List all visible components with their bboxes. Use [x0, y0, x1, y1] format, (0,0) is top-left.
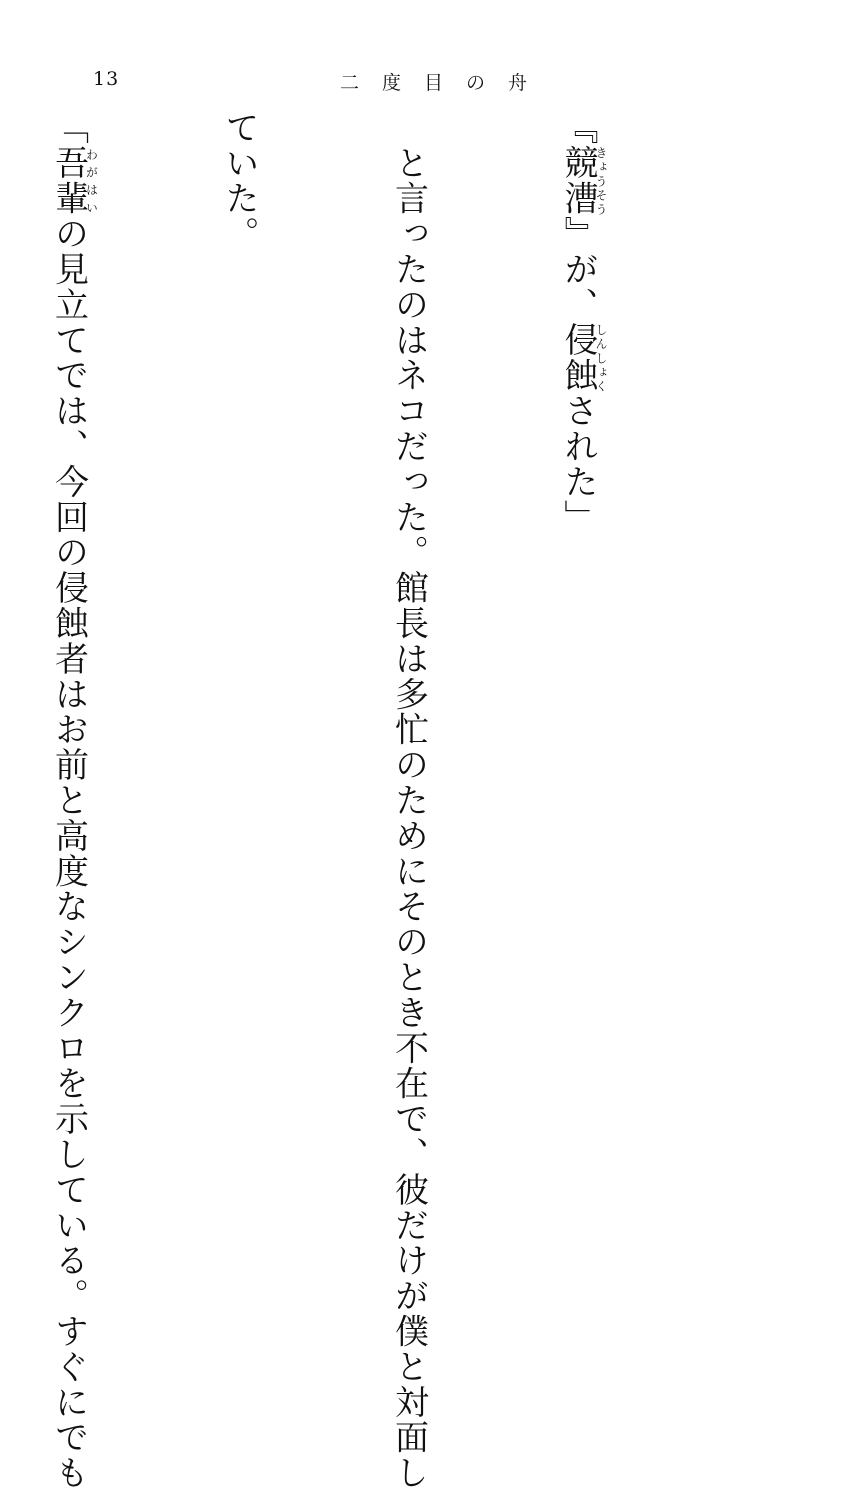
ruby-annotation: 競漕きょうそう: [558, 145, 608, 217]
text-line: 『競漕きょうそう』が、侵蝕しんしょくされた」: [558, 110, 608, 535]
ruby-reading: わがはい: [84, 145, 99, 217]
ruby-reading: しんしょく: [594, 322, 608, 394]
body-text: [48, 110, 720, 1491]
ruby-annotation: 侵蝕しんしょく: [558, 322, 608, 394]
ruby-reading: きょうそう: [594, 145, 608, 217]
text-line: と言ったのはネコだった。館長は多忙のためにそのとき不在で、彼だけが僕と対面し: [388, 110, 429, 1491]
page-number: 13: [93, 68, 120, 90]
ruby-annotation: 吾輩わがはい: [48, 145, 99, 217]
text-line: 「吾輩わがはいの見立てでは、今回の侵蝕者はお前と高度なシンクロを示している。すぐにでも: [48, 110, 99, 1491]
running-head: 二度目の舟: [340, 72, 551, 94]
text-line: ていた。: [219, 110, 259, 252]
